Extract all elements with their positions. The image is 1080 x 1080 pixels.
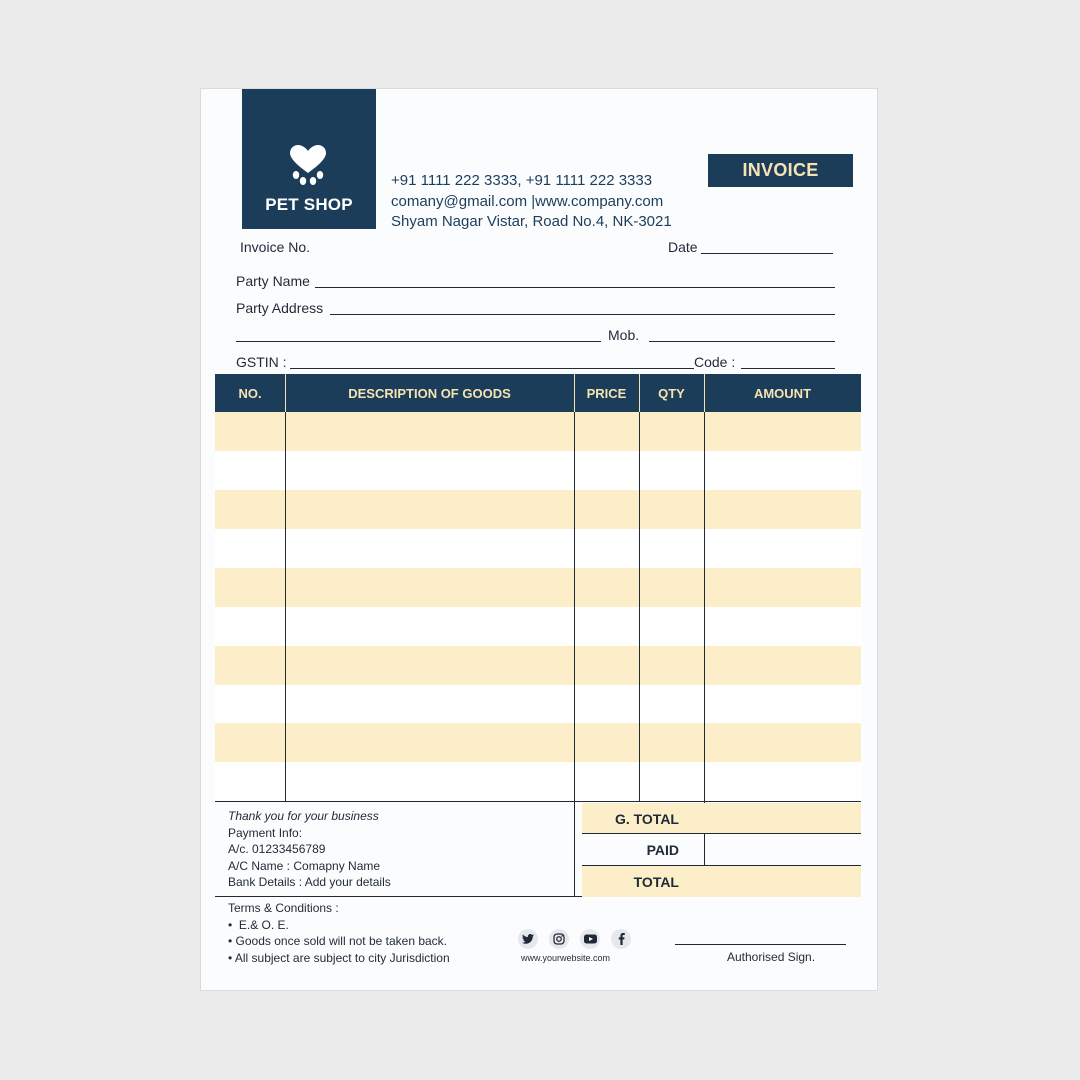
grand-total-value[interactable] xyxy=(705,803,861,834)
column-divider xyxy=(574,412,575,896)
date-label: Date xyxy=(668,239,698,255)
header-divider xyxy=(639,374,640,412)
contact-address: Shyam Nagar Vistar, Road No.4, NK-3021 xyxy=(391,213,672,230)
logo-block xyxy=(242,89,376,229)
table-row[interactable] xyxy=(215,607,861,646)
instagram-icon[interactable] xyxy=(549,929,569,949)
table-bottom-line xyxy=(215,801,861,802)
party-address-line[interactable] xyxy=(330,314,835,315)
table-row[interactable] xyxy=(215,451,861,490)
gstin-line[interactable] xyxy=(290,368,694,369)
code-label: Code : xyxy=(694,354,736,370)
youtube-icon[interactable] xyxy=(580,929,600,949)
bank-details: Bank Details : Add your details xyxy=(228,875,391,889)
contact-block xyxy=(391,171,672,233)
paid-label: PAID xyxy=(646,841,679,858)
column-divider xyxy=(639,412,640,801)
paid-value[interactable] xyxy=(705,834,861,865)
signature-line[interactable] xyxy=(675,944,846,945)
code-line[interactable] xyxy=(741,368,835,369)
date-line[interactable] xyxy=(701,253,833,254)
account-number: A/c. 01233456789 xyxy=(228,842,326,856)
account-name: A/C Name : Comapny Name xyxy=(228,858,381,873)
table-row[interactable] xyxy=(215,723,861,762)
heart-paw-icon xyxy=(288,145,328,189)
mob-line[interactable] xyxy=(649,341,835,342)
column-divider xyxy=(285,412,286,801)
col-qty: QTY xyxy=(658,385,685,401)
col-no: NO. xyxy=(238,385,262,401)
terms-heading: Terms & Conditions : xyxy=(228,901,339,915)
table-row[interactable] xyxy=(215,568,861,607)
header-divider xyxy=(574,374,575,412)
grand-total-label: G. TOTAL xyxy=(582,803,705,834)
invoice-sheet xyxy=(200,88,878,991)
terms-item: • All subject are subject to city Jurisdiction xyxy=(228,950,450,965)
contact-phones: +91 1111 222 3333, +91 1111 222 3333 xyxy=(391,172,653,189)
website-link[interactable]: www.yourwebsite.com xyxy=(521,953,611,963)
mob-label: Mob. xyxy=(608,327,640,343)
gstin-label: GSTIN : xyxy=(236,354,287,370)
header-divider xyxy=(285,374,286,412)
payment-info-label: Payment Info: xyxy=(228,825,303,840)
total-value[interactable] xyxy=(705,866,861,897)
twitter-icon[interactable] xyxy=(518,929,538,949)
facebook-icon[interactable] xyxy=(611,929,631,949)
terms-item: • Goods once sold will not be taken back. xyxy=(228,934,448,948)
invoice-title: INVOICE xyxy=(708,154,853,187)
col-price: PRICE xyxy=(586,385,627,401)
header-divider xyxy=(704,374,705,412)
invoice-no-label: Invoice No. xyxy=(240,239,311,255)
table-row[interactable] xyxy=(215,490,861,529)
col-amount: AMOUNT xyxy=(753,385,812,401)
table-row[interactable] xyxy=(215,685,861,724)
terms-block xyxy=(228,900,450,966)
signature-label: Authorised Sign. xyxy=(727,950,816,964)
col-description: DESCRIPTION OF GOODS xyxy=(348,385,511,401)
table-row[interactable] xyxy=(215,529,861,568)
party-name-label: Party Name xyxy=(236,273,310,289)
party-address-label: Party Address xyxy=(236,300,324,316)
terms-item: • E.& O. E. xyxy=(228,917,289,932)
table-row[interactable] xyxy=(215,762,861,801)
table-row[interactable] xyxy=(215,412,861,451)
total-label: TOTAL xyxy=(582,866,705,897)
brand-name: PET SHOP xyxy=(265,195,353,214)
party-name-line[interactable] xyxy=(315,287,835,288)
table-header xyxy=(215,374,861,412)
thanks-text: Thank you for your business xyxy=(228,809,379,823)
table-row[interactable] xyxy=(215,646,861,685)
payment-info-block xyxy=(228,808,391,891)
contact-email-web: comany@gmail.com |www.company.com xyxy=(391,192,664,210)
party-address-line-2[interactable] xyxy=(236,341,601,342)
